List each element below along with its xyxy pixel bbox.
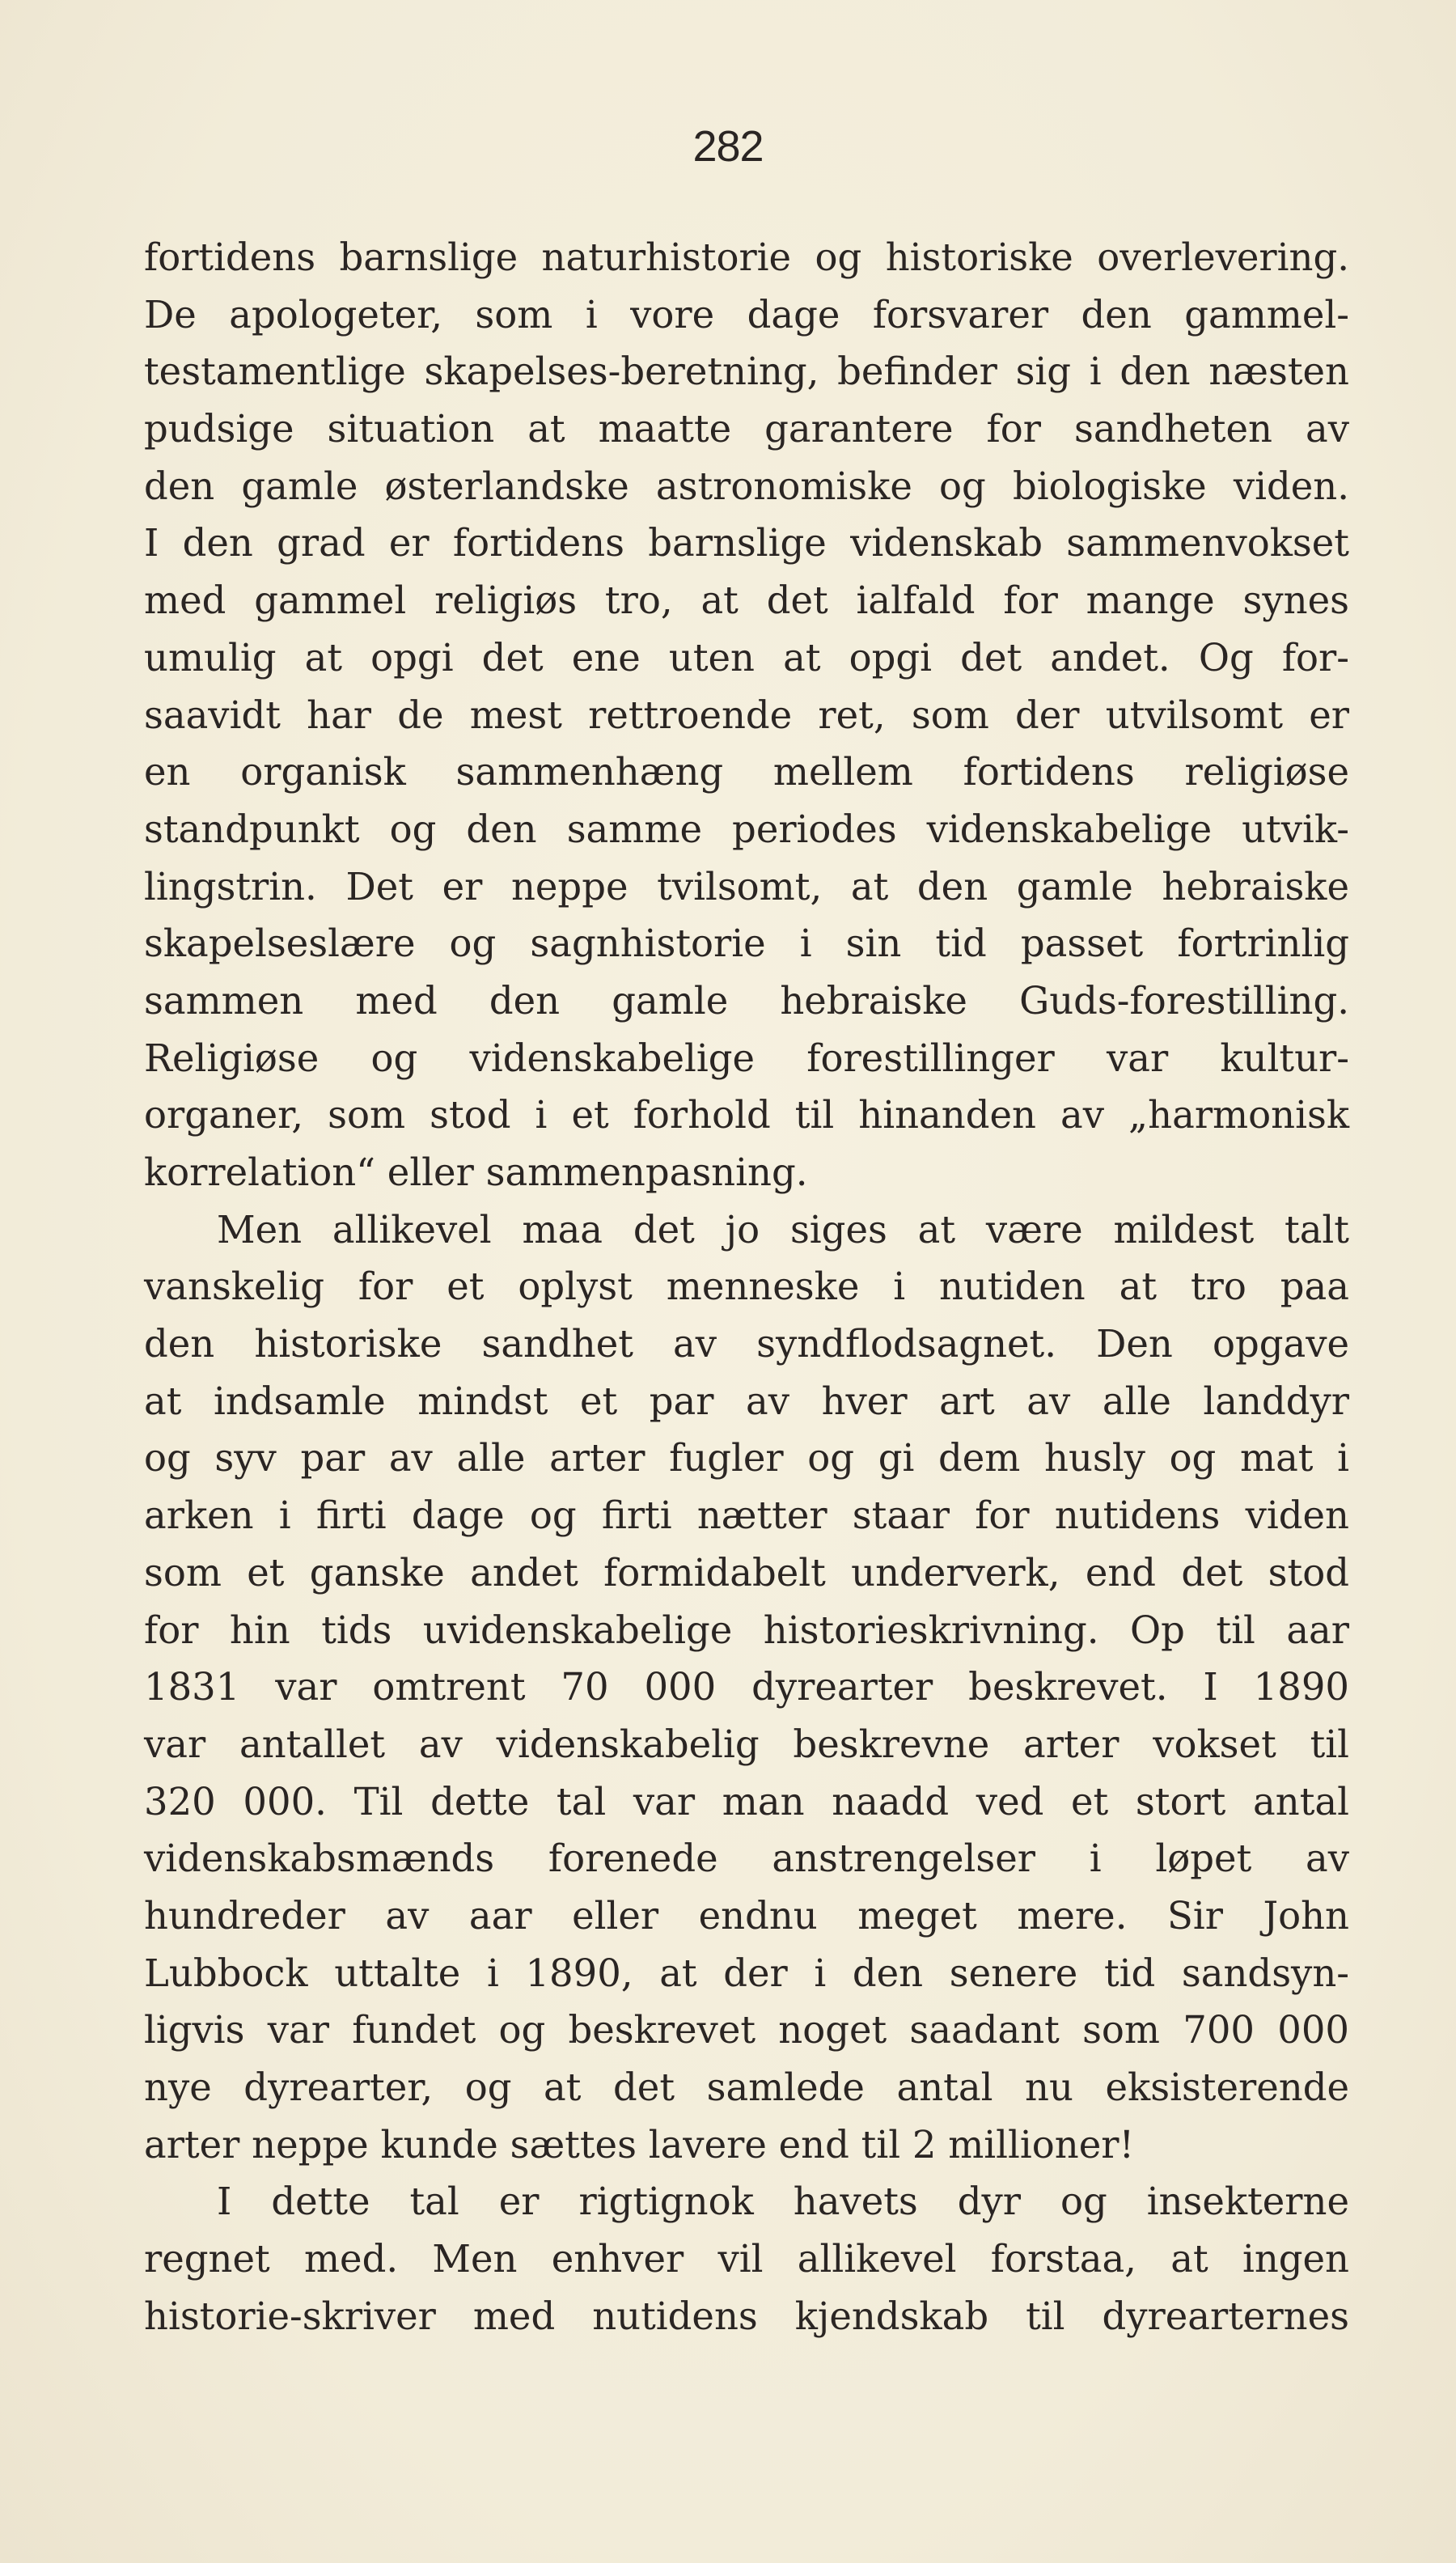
text-line: fortidens barnslige naturhistorie og historiske overlevering. [144,235,1349,279]
text-line: den historiske sandhet av syndflodsagnet. Den opgave [144,1322,1349,1366]
text-line-paragraph-start: I dette tal er rigtignok havets dyr og insekterne [217,2180,1349,2224]
text-line: med gammel religiøs tro, at det ialfald for mange synes [144,578,1349,623]
text-line: skapelseslære og sagnhistorie i sin tid passet fortrinlig [144,921,1349,966]
text-line: den gamle østerlandske astronomiske og biologiske viden. [144,464,1349,508]
text-line: at indsamle mindst et par av hver art av alle landdyr [144,1379,1349,1423]
text-line-paragraph-start: Men allikevel maa det jo siges at være mildest talt [217,1207,1349,1252]
text-line: ligvis var fundet og beskrevet noget saadant som 700 000 [144,2008,1349,2053]
text-line: arken i firti dage og firti nætter staar for nutidens viden [144,1493,1349,1538]
text-line: nye dyrearter, og at det samlede antal nu eksisterende [144,2065,1349,2109]
text-line: standpunkt og den samme periodes videnskabelige utvik- [144,807,1349,851]
text-line: vanskelig for et oplyst menneske i nutiden at tro paa [144,1265,1349,1309]
text-line-paragraph-end: arter neppe kunde sættes lavere end til 2 millioner! [144,2122,1135,2167]
text-line: Lubbock uttalte i 1890, at der i den senere tid sandsyn- [144,1951,1349,1995]
text-line-paragraph-end: korrelation“ eller sammenpasning. [144,1150,808,1194]
text-line: De apologeter, som i vore dage forsvarer den gammel- [144,292,1349,337]
body-text [144,229,1349,2345]
text-line: I den grad er fortidens barnslige videnskab sammenvokset [144,521,1349,566]
page-number: 282 [692,122,764,171]
text-line: testamentlige skapelses-beretning, befinder sig i den næsten [144,350,1349,394]
text-line: sammen med den gamle hebraiske Guds-forestilling. [144,978,1349,1023]
text-line: 1831 var omtrent 70 000 dyrearter beskrevet. I 1890 [144,1665,1349,1709]
text-line: regnet med. Men enhver vil allikevel forstaa, at ingen [144,2237,1349,2281]
text-line: var antallet av videnskabelig beskrevne arter vokset til [144,1722,1349,1766]
text-line: organer, som stod i et forhold til hinanden av „harmonisk [144,1093,1349,1137]
text-line: Religiøse og videnskabelige forestillinger var kultur- [144,1036,1349,1080]
text-line: og syv par av alle arter fugler og gi dem husly og mat i [144,1436,1349,1481]
text-line: en organisk sammenhæng mellem fortidens religiøse [144,750,1349,794]
text-line: hundreder av aar eller endnu meget mere. Sir John [144,1893,1349,1938]
text-line: umulig at opgi det ene uten at opgi det andet. Og for- [144,635,1349,680]
text-line: som et ganske andet formidabelt underverk, end det stod [144,1550,1349,1595]
text-line: lingstrin. Det er neppe tvilsomt, at den gamle hebraiske [144,864,1349,909]
text-line: saavidt har de mest rettroende ret, som der utvilsomt er [144,693,1349,737]
text-line: pudsige situation at maatte garantere for sandheten av [144,407,1349,451]
text-line: videnskabsmænds forenede anstrengelser i løpet av [144,1836,1349,1881]
text-line: 320 000. Til dette tal var man naadd ved et stort antal [144,1779,1349,1824]
text-line: for hin tids uvidenskabelige historieskrivning. Op til aar [144,1608,1349,1652]
text-line: historie-skriver med nutidens kjendskab til dyrearternes [144,2294,1349,2338]
